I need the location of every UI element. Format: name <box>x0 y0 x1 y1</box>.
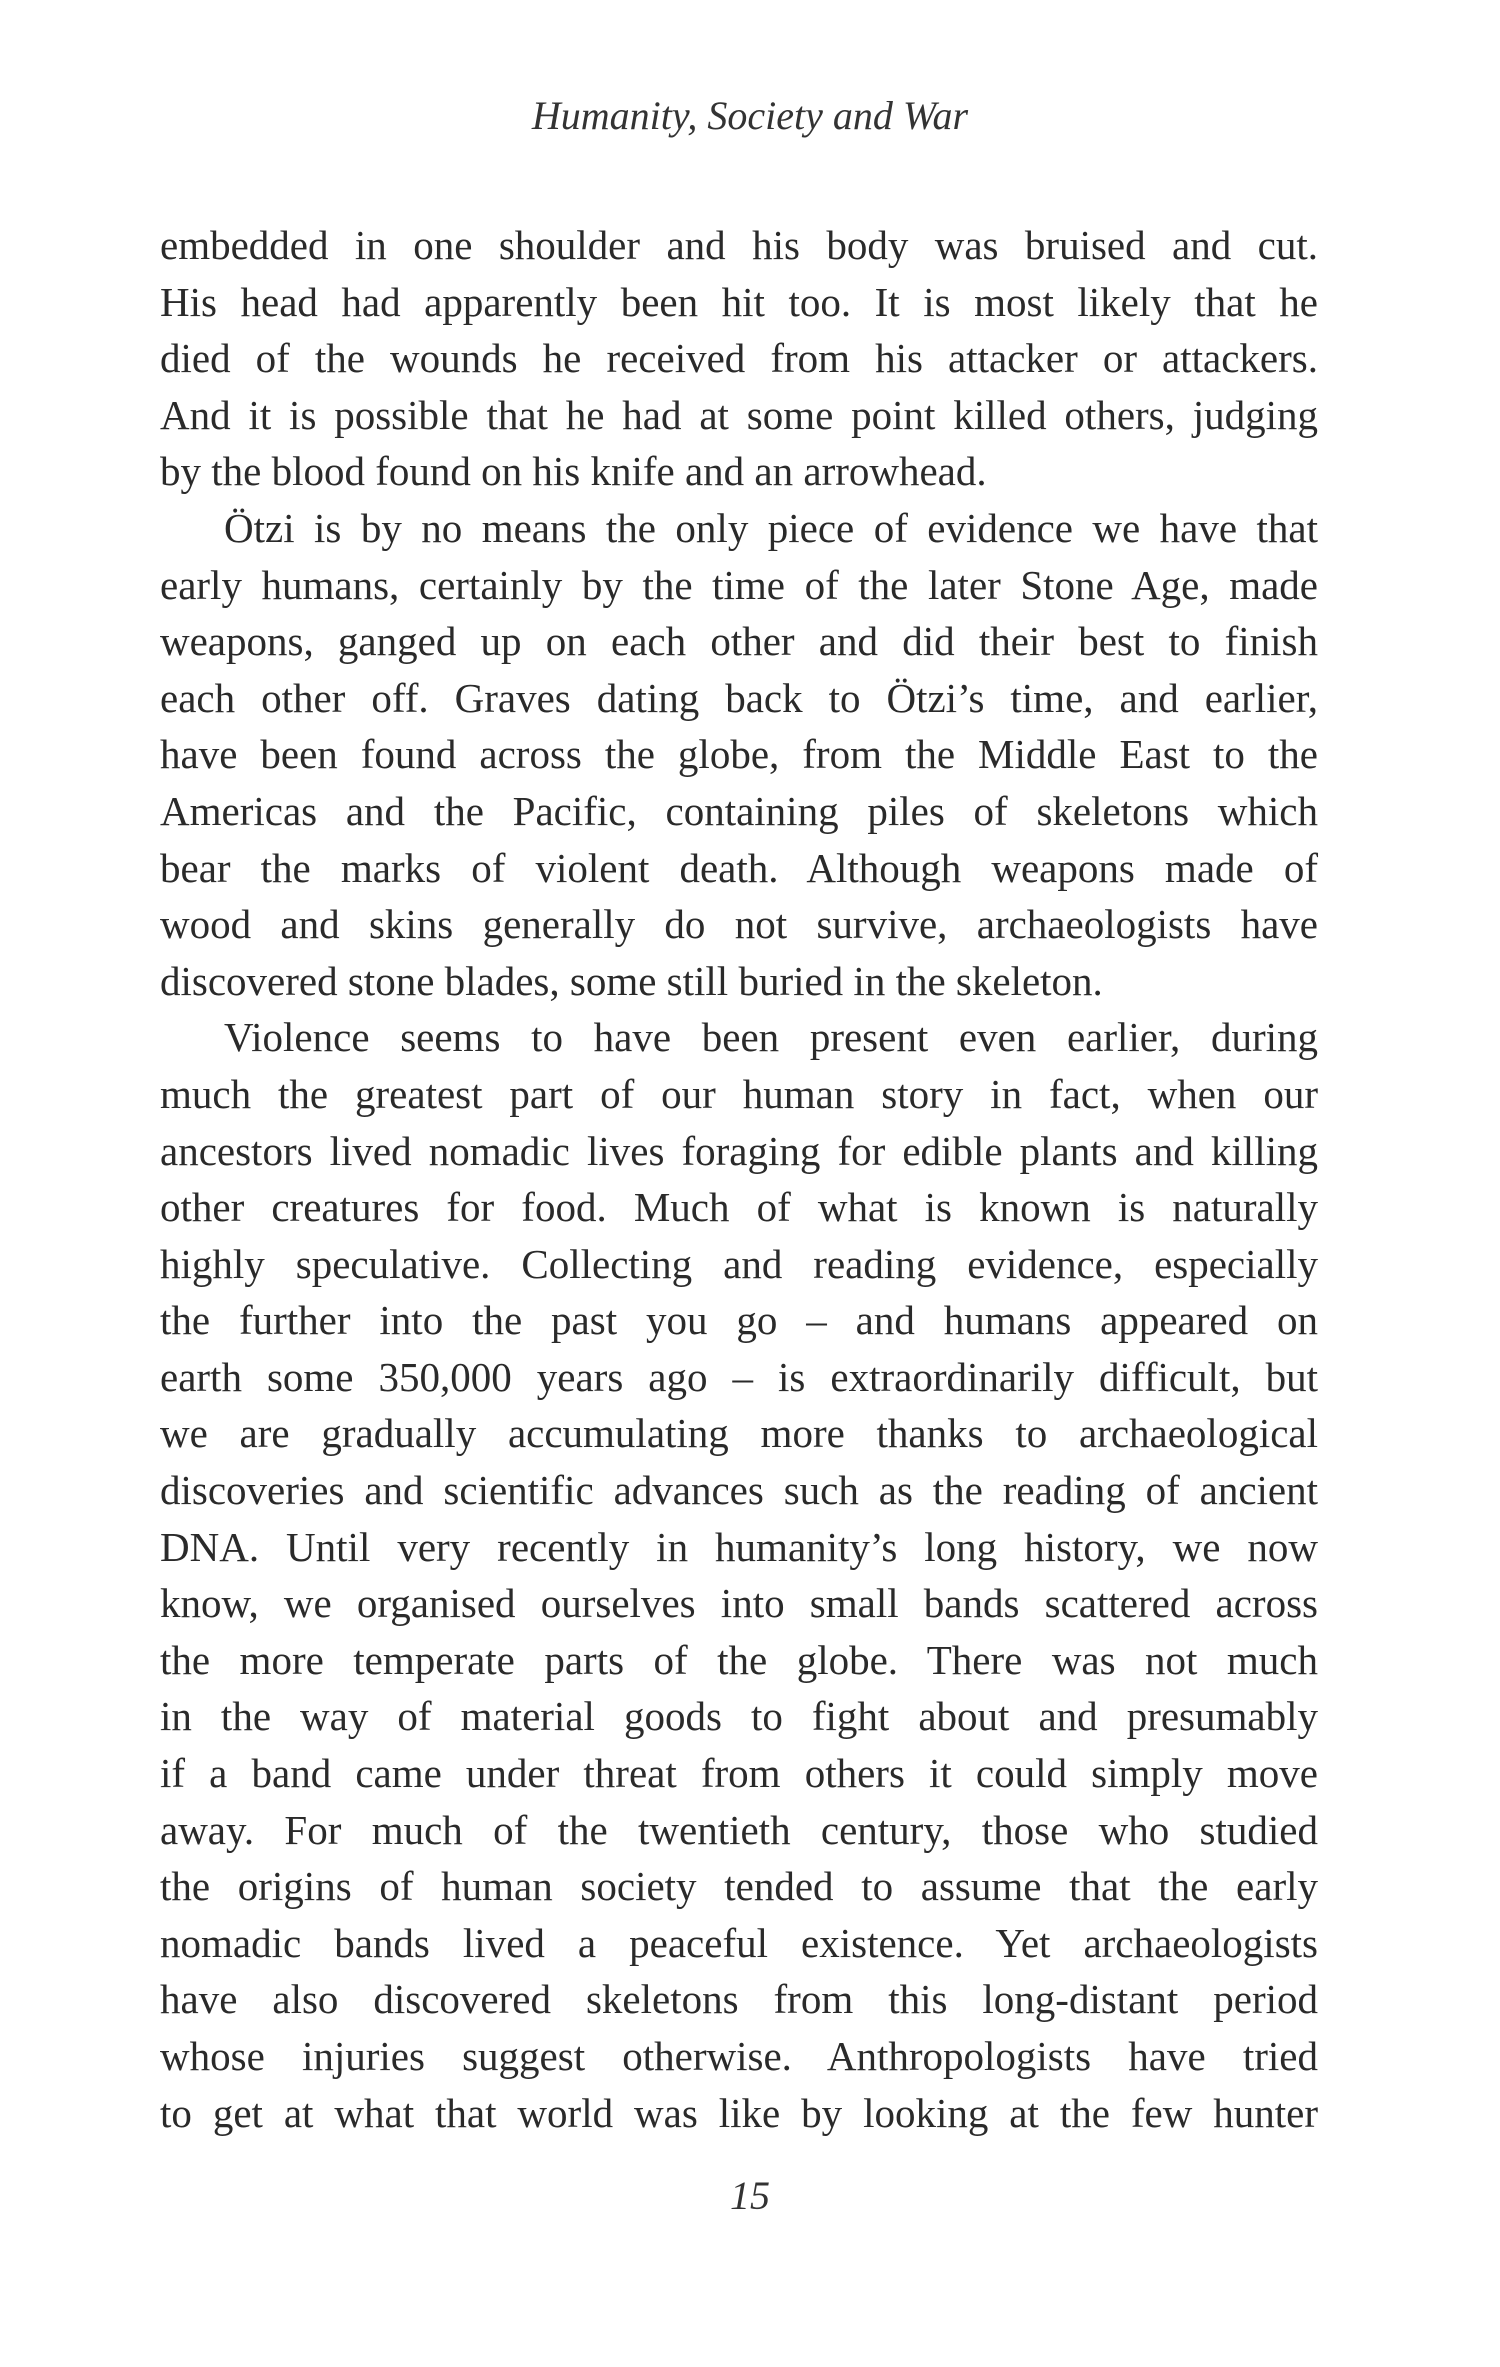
text-line: to get at what that world was like by looking at the few hunter <box>160 2089 1318 2136</box>
text-line: Violence seems to have been present even earlier, during <box>224 1014 1318 1061</box>
text-line: bear the marks of violent death. Although weapons made of <box>160 844 1318 891</box>
text-line: we are gradually accumulating more thanks to archaeological <box>160 1410 1318 1457</box>
text-line: each other off. Graves dating back to Ötzi’s time, and earlier, <box>160 674 1318 721</box>
text-line: wood and skins generally do not survive, archaeologists have <box>160 901 1318 948</box>
text-line: embedded in one shoulder and his body was bruised and cut. <box>160 222 1318 268</box>
text-line: the origins of human society tended to assume that the early <box>160 1863 1318 1910</box>
page-number: 15 <box>730 2173 770 2218</box>
text-line: the more temperate parts of the globe. There was not much <box>160 1636 1318 1683</box>
text-line: discovered stone blades, some still buried in the skeleton. <box>160 957 1103 1004</box>
text-line: And it is possible that he had at some point killed others, judging <box>160 391 1318 438</box>
text-line: in the way of material goods to fight about and presumably <box>160 1693 1318 1740</box>
text-line: have been found across the globe, from the Middle East to the <box>160 731 1318 778</box>
text-line: if a band came under threat from others it could simply move <box>160 1750 1318 1797</box>
text-line: have also discovered skeletons from this long-distant period <box>160 1976 1318 2023</box>
text-line: by the blood found on his knife and an arrowhead. <box>160 448 987 495</box>
text-line: ancestors lived nomadic lives foraging for edible plants and killing <box>160 1127 1318 1174</box>
text-line: Americas and the Pacific, containing piles of skeletons which <box>160 787 1318 834</box>
body-text <box>160 217 1318 2141</box>
text-line: much the greatest part of our human story in fact, when our <box>160 1070 1318 1117</box>
text-line: early humans, certainly by the time of the later Stone Age, made <box>160 561 1318 608</box>
text-line: highly speculative. Collecting and reading evidence, especially <box>160 1240 1318 1287</box>
text-line: the further into the past you go – and humans appeared on <box>160 1297 1318 1344</box>
text-line: away. For much of the twentieth century, those who studied <box>160 1806 1318 1853</box>
text-line: earth some 350,000 years ago – is extraordinarily difficult, but <box>160 1353 1318 1400</box>
text-line: His head had apparently been hit too. It is most likely that he <box>160 278 1318 325</box>
text-line: other creatures for food. Much of what is known is naturally <box>160 1184 1318 1231</box>
text-line: died of the wounds he received from his attacker or attackers. <box>160 335 1318 382</box>
text-line: nomadic bands lived a peaceful existence. Yet archaeologists <box>160 1919 1318 1966</box>
text-line: whose injuries suggest otherwise. Anthropologists have tried <box>160 2033 1318 2079</box>
text-line: Ötzi is by no means the only piece of evidence we have that <box>224 504 1318 551</box>
running-head: Humanity, Society and War <box>531 93 969 138</box>
text-line: DNA. Until very recently in humanity’s long history, we now <box>160 1523 1318 1570</box>
text-line: discoveries and scientific advances such as the reading of ancient <box>160 1467 1318 1514</box>
text-line: know, we organised ourselves into small bands scattered across <box>160 1580 1318 1627</box>
text-line: weapons, ganged up on each other and did their best to finish <box>160 618 1318 665</box>
